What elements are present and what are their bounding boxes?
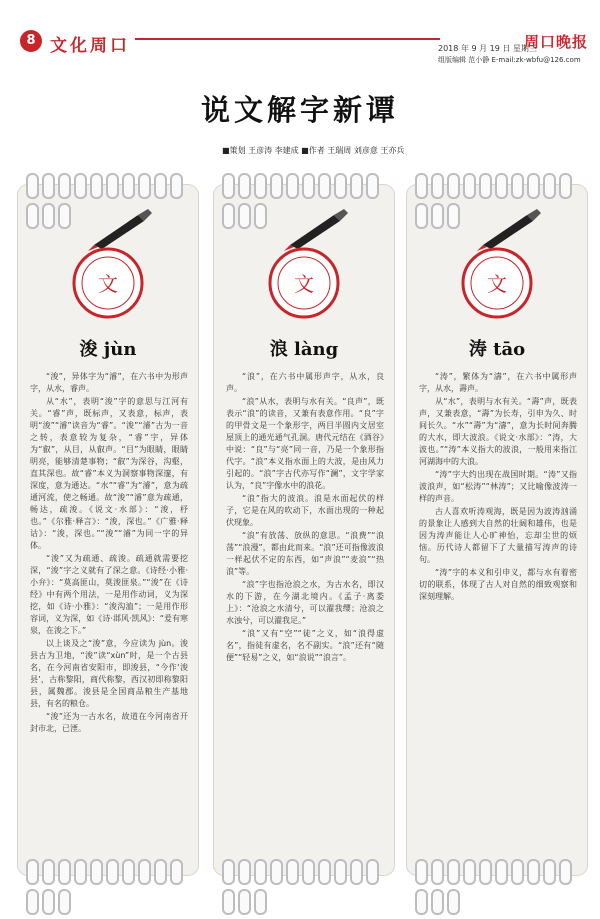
spiral-ring bbox=[286, 173, 299, 199]
paragraph: 从“水”，表明与水有关。“壽”声，既表声，又兼表意，“壽”为长寿，引申为久、时间长久。“水”“壽”为“濤”，意为长时间奔腾的大水，即大波浪。《说文·水部》：“涛，大波也。”“涛”本义指大的波浪，一般用来指江河湖海中的大浪。 bbox=[419, 397, 577, 466]
paragraph: “浪”，在六书中属形声字，从水，良声。 bbox=[226, 372, 384, 393]
paragraph: “浚”还为一古水名，故道在今河南省开封市北，已湮。 bbox=[30, 712, 188, 733]
spiral-ring bbox=[447, 173, 460, 199]
spiral-ring bbox=[170, 859, 183, 885]
spiral-ring bbox=[447, 859, 460, 885]
seal-stamp-icon bbox=[264, 243, 344, 323]
paragraph: “涛”字大约出现在战国时期。“涛”又指波浪声，如“松涛”“林涛”；又比喻像波涛一样的声音。 bbox=[419, 470, 577, 503]
character-heading: 涛 tāo bbox=[468, 339, 526, 360]
spiral-ring bbox=[222, 203, 235, 229]
column-body bbox=[419, 371, 577, 604]
column-body bbox=[30, 371, 188, 736]
page-number: 8 bbox=[20, 30, 42, 52]
spiral-rings-bottom bbox=[26, 859, 190, 887]
paragraph: 以上谈及之“浚”意，今应读为 jùn。浚县古为卫地，“浚”读“xùn”时，是一个古县名，在今河南省安阳市，即浚县，“今作‘浚县’，古称黎阳，商代称黎，西汉初即称黎阳县，属魏郡。浚县是全国商品粮生产基地县，有名的粮仓。 bbox=[30, 639, 188, 708]
spiral-ring bbox=[138, 173, 151, 199]
spiral-ring bbox=[26, 859, 39, 885]
character-heading: 浪 làng bbox=[269, 339, 339, 360]
paragraph: “浚”又为疏通、疏浚。疏通就需要挖深，“浚”字之义就有了深之意。《诗经·小雅·小弁》：“莫高匪山，莫浚匪泉。”“浚”在《诗经》中有两个用法，一是用作动词，义为深挖，如《诗·小雅》：“浚沟洫”；一是用作形容词，义为深，如《诗·邶风·凯风》：“爰有寒泉，在浚之下。” bbox=[30, 554, 188, 635]
spiral-ring bbox=[270, 173, 283, 199]
paragraph: “浚”，异体字为“濬”，在六书中为形声字，从水，睿声。 bbox=[30, 372, 188, 393]
spiral-ring bbox=[26, 203, 39, 229]
spiral-ring bbox=[254, 859, 267, 885]
spiral-ring bbox=[415, 203, 428, 229]
spiral-ring bbox=[447, 203, 460, 229]
spiral-ring bbox=[366, 173, 379, 199]
spiral-ring bbox=[238, 859, 251, 885]
spiral-ring bbox=[334, 173, 347, 199]
spiral-ring bbox=[42, 173, 55, 199]
spiral-ring bbox=[286, 859, 299, 885]
paragraph: “浪”又有“空”“徒”之义，如“浪得虚名”，指徒有虚名，名不副实。“浪”还有“随便”“轻易”之义，如“浪说”“浪言”。 bbox=[226, 629, 384, 662]
spiral-ring bbox=[222, 173, 235, 199]
spiral-ring bbox=[431, 203, 444, 229]
paragraph: “浪”指大的波浪。浪是水面起伏的样子，它是在风的吹动下，水面出现的一种起伏现象。 bbox=[226, 494, 384, 527]
svg-text:文: 文 bbox=[487, 272, 507, 296]
spiral-ring bbox=[559, 173, 572, 199]
spiral-ring bbox=[26, 173, 39, 199]
editor-line bbox=[438, 55, 581, 65]
spiral-ring bbox=[543, 859, 556, 885]
editor-email: E-mail:zk-wbfu@126.com bbox=[491, 56, 581, 64]
spiral-rings bbox=[222, 173, 386, 201]
spiral-ring bbox=[415, 859, 428, 885]
spiral-ring bbox=[527, 173, 540, 199]
spiral-ring bbox=[222, 859, 235, 885]
spiral-ring bbox=[511, 173, 524, 199]
seal-stamp-icon bbox=[457, 243, 537, 323]
spiral-ring bbox=[431, 859, 444, 885]
paragraph: 从“水”，表明“浚”字的意思与江河有关。“睿”声，既标声，又表意，标声，表明“浚”“濬”读音为“睿”。“浚”“濬”古为一音之转，表意较为复杂，“睿”字，异体为“叡”，从目，从叡声。“目”为眼睛，眼睛明亮，能够清楚事物；“叡”为深谷，沟壑，直其深也。故“睿”本义为洞察事物深邃，有深度，意为通达。“水”“睿”为“濬”，意为疏通河流，使之畅通。故“浚”“濬”意为疏通，畅达，疏浚。《说文·水部》：“浚，杼也。”《尔雅·释言》：“浚，深也。”《广雅·释诂》：“浚，深也。”“浚”“濬”为同一字的异体。 bbox=[30, 397, 188, 550]
spiral-ring bbox=[350, 173, 363, 199]
svg-text:文: 文 bbox=[98, 272, 118, 296]
column-3 bbox=[407, 185, 587, 875]
spiral-ring bbox=[302, 173, 315, 199]
paragraph: “涛”字的本义和引申义，都与水有着密切的联系，体现了古人对自然的细致观察和深刻理解。 bbox=[419, 568, 577, 601]
spiral-ring bbox=[479, 859, 492, 885]
column-1 bbox=[18, 185, 198, 875]
spiral-ring bbox=[463, 173, 476, 199]
spiral-ring bbox=[74, 859, 87, 885]
spiral-ring bbox=[58, 859, 71, 885]
article-credits: ■策划 王彦涛 李建成 ■作者 王瑞周 刘彦意 王亦兵 bbox=[222, 146, 405, 155]
spiral-ring bbox=[463, 859, 476, 885]
spiral-ring bbox=[90, 173, 103, 199]
spiral-ring bbox=[270, 859, 283, 885]
spiral-ring bbox=[154, 173, 167, 199]
spiral-ring bbox=[58, 203, 71, 229]
spiral-ring bbox=[238, 203, 251, 229]
seal-stamp-icon bbox=[68, 243, 148, 323]
spiral-ring bbox=[90, 859, 103, 885]
character-heading: 浚 jùn bbox=[79, 339, 137, 360]
paragraph: “浪”字也指沧浪之水，为古水名，即汉水的下游，在今湖北境内。《孟子·离娄上》：“沧浪之水清兮，可以濯我缨；沧浪之水浊兮，可以濯我足。” bbox=[226, 580, 384, 625]
paper-logo: 周口晚报 bbox=[524, 33, 589, 51]
spiral-ring bbox=[559, 859, 572, 885]
spiral-ring bbox=[495, 859, 508, 885]
section-title: 文化周口 bbox=[50, 36, 130, 56]
spiral-ring bbox=[138, 859, 151, 885]
page-header bbox=[0, 0, 600, 72]
paragraph: “涛”，繁体为“濤”，在六书中属形声字，从水，壽声。 bbox=[419, 372, 577, 393]
spiral-ring bbox=[543, 173, 556, 199]
spiral-ring bbox=[238, 173, 251, 199]
spiral-ring bbox=[527, 859, 540, 885]
spiral-ring bbox=[350, 859, 363, 885]
column-2 bbox=[214, 185, 394, 875]
spiral-ring bbox=[495, 173, 508, 199]
spiral-ring bbox=[122, 173, 135, 199]
spiral-ring bbox=[74, 173, 87, 199]
spiral-ring bbox=[511, 859, 524, 885]
spiral-rings bbox=[26, 173, 190, 201]
article-title: 说文解字新谭 bbox=[200, 93, 399, 127]
spiral-ring bbox=[42, 203, 55, 229]
svg-text:文: 文 bbox=[294, 272, 314, 296]
spiral-ring bbox=[254, 173, 267, 199]
spiral-ring bbox=[302, 859, 315, 885]
spiral-ring bbox=[254, 203, 267, 229]
spiral-ring bbox=[106, 173, 119, 199]
paragraph: “浪”有放荡、放纵的意思。“浪费”“浪荡”“浪漫”，都由此而来。“浪”还可指像波浪一样起伏不定的东西，如“声浪”“麦浪”“热浪”等。 bbox=[226, 531, 384, 576]
header-rule bbox=[135, 38, 440, 40]
issue-date: 2018 年 9 月 19 日 星期三 bbox=[438, 44, 537, 53]
paragraph: “浪”从水，表明与水有关。“良声”，既表示“浪”的读音，又兼有表意作用。“良”字的甲骨文是一个象形字，两目半圆内文居室屋顶上的通光通气孔洞。唐代元结在《酒谷》中说：“良”与“亮”同一音，乃是一个象形指代字。“浪”本义指水面上的大波，是由风力引起的。“浪”字古代亦写作“澜”，文字学家认为，“良”字像水中的浪花。 bbox=[226, 397, 384, 490]
column-body bbox=[226, 371, 384, 665]
spiral-rings bbox=[415, 173, 579, 201]
spiral-ring bbox=[106, 859, 119, 885]
spiral-ring bbox=[366, 859, 379, 885]
spiral-ring bbox=[334, 859, 347, 885]
spiral-ring bbox=[431, 173, 444, 199]
editor-name: 组版编辑 范小静 bbox=[438, 56, 490, 64]
spiral-ring bbox=[318, 859, 331, 885]
spiral-ring bbox=[42, 859, 55, 885]
spiral-ring bbox=[58, 173, 71, 199]
spiral-rings-bottom bbox=[415, 859, 579, 887]
spiral-rings-bottom bbox=[222, 859, 386, 887]
paragraph: 古人喜欢听涛观海，既是因为波涛汹涌的景象让人感到大自然的壮阔和雄伟，也是因为涛声能让人心旷神怡，忘却尘世的烦恼。历代诗人都留下了大量描写涛声的诗句。 bbox=[419, 507, 577, 564]
spiral-ring bbox=[122, 859, 135, 885]
spiral-ring bbox=[318, 173, 331, 199]
spiral-ring bbox=[170, 173, 183, 199]
spiral-ring bbox=[415, 173, 428, 199]
spiral-ring bbox=[479, 173, 492, 199]
spiral-ring bbox=[154, 859, 167, 885]
